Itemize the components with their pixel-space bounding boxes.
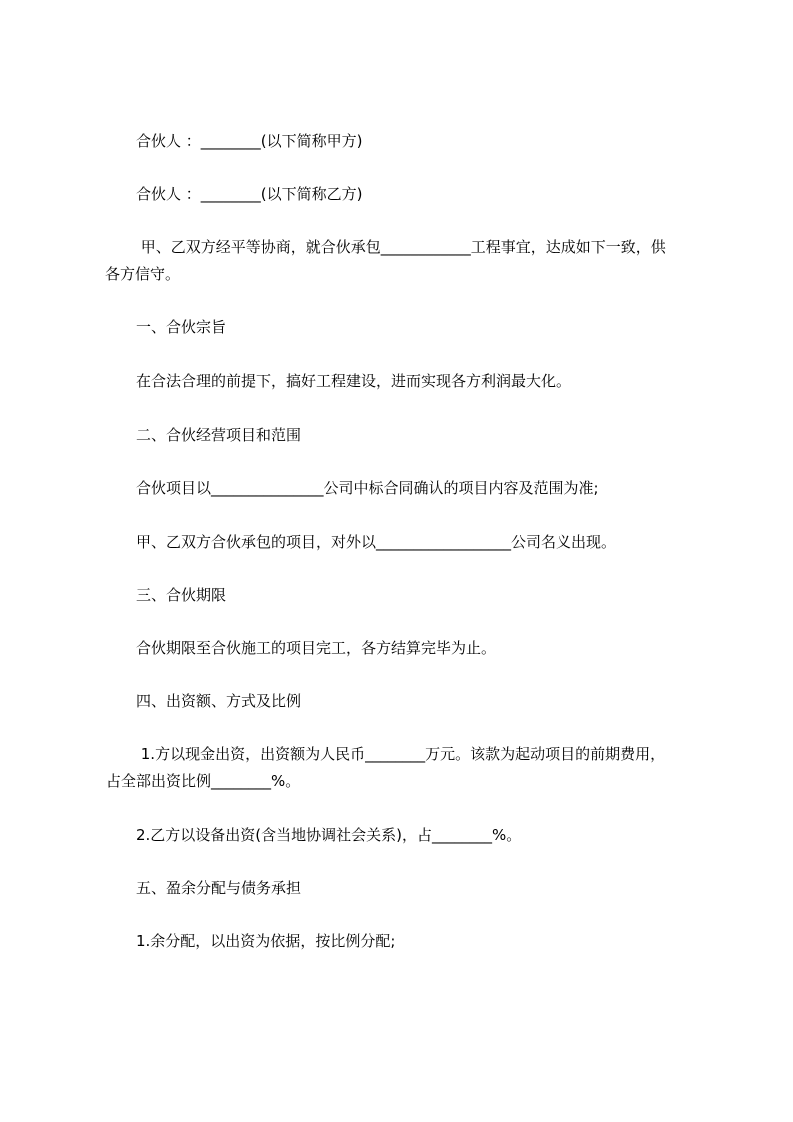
profit-item-1: 1.余分配，以出资为依据，按比例分配; (136, 932, 396, 950)
section-heading-term: 三、合伙期限 (136, 586, 227, 604)
capital-item-1-line-2: 占全部出资比例________%。 (106, 772, 301, 790)
intro-paragraph-line-2: 各方信守。 (105, 265, 181, 283)
section-heading-profit: 五、盈余分配与债务承担 (136, 879, 302, 897)
section-heading-purpose: 一、合伙宗旨 (136, 318, 227, 336)
partner-b-line: 合伙人 ：________(以下简称乙方) (136, 185, 363, 203)
purpose-paragraph: 在合法合理的前提下，搞好工程建设，进而实现各方利润最大化。 (136, 372, 572, 390)
section-heading-capital: 四、出资额、方式及比例 (136, 692, 302, 710)
section-heading-scope: 二、合伙经营项目和范围 (136, 426, 302, 444)
term-paragraph: 合伙期限至合伙施工的项目完工，各方结算完毕为止。 (136, 639, 497, 657)
partner-a-line: 合伙人 ：________(以下简称甲方) (136, 132, 363, 150)
capital-item-1-line-1: 1.方以现金出资，出资额为人民币________万元。该款为起动项目的前期费用， (136, 745, 666, 763)
intro-paragraph-line-1: 甲、乙双方经平等协商，就合伙承包____________工程事宜，达成如下一致，供 (136, 238, 666, 256)
scope-paragraph-1: 合伙项目以_______________公司中标合同确认的项目内容及范围为准; (136, 479, 599, 497)
scope-paragraph-2: 甲、乙双方合伙承包的项目，对外以__________________公司名义出现。 (136, 533, 617, 551)
capital-item-2: 2.乙方以设备出资(含当地协调社会关系)，占________%。 (136, 826, 522, 844)
